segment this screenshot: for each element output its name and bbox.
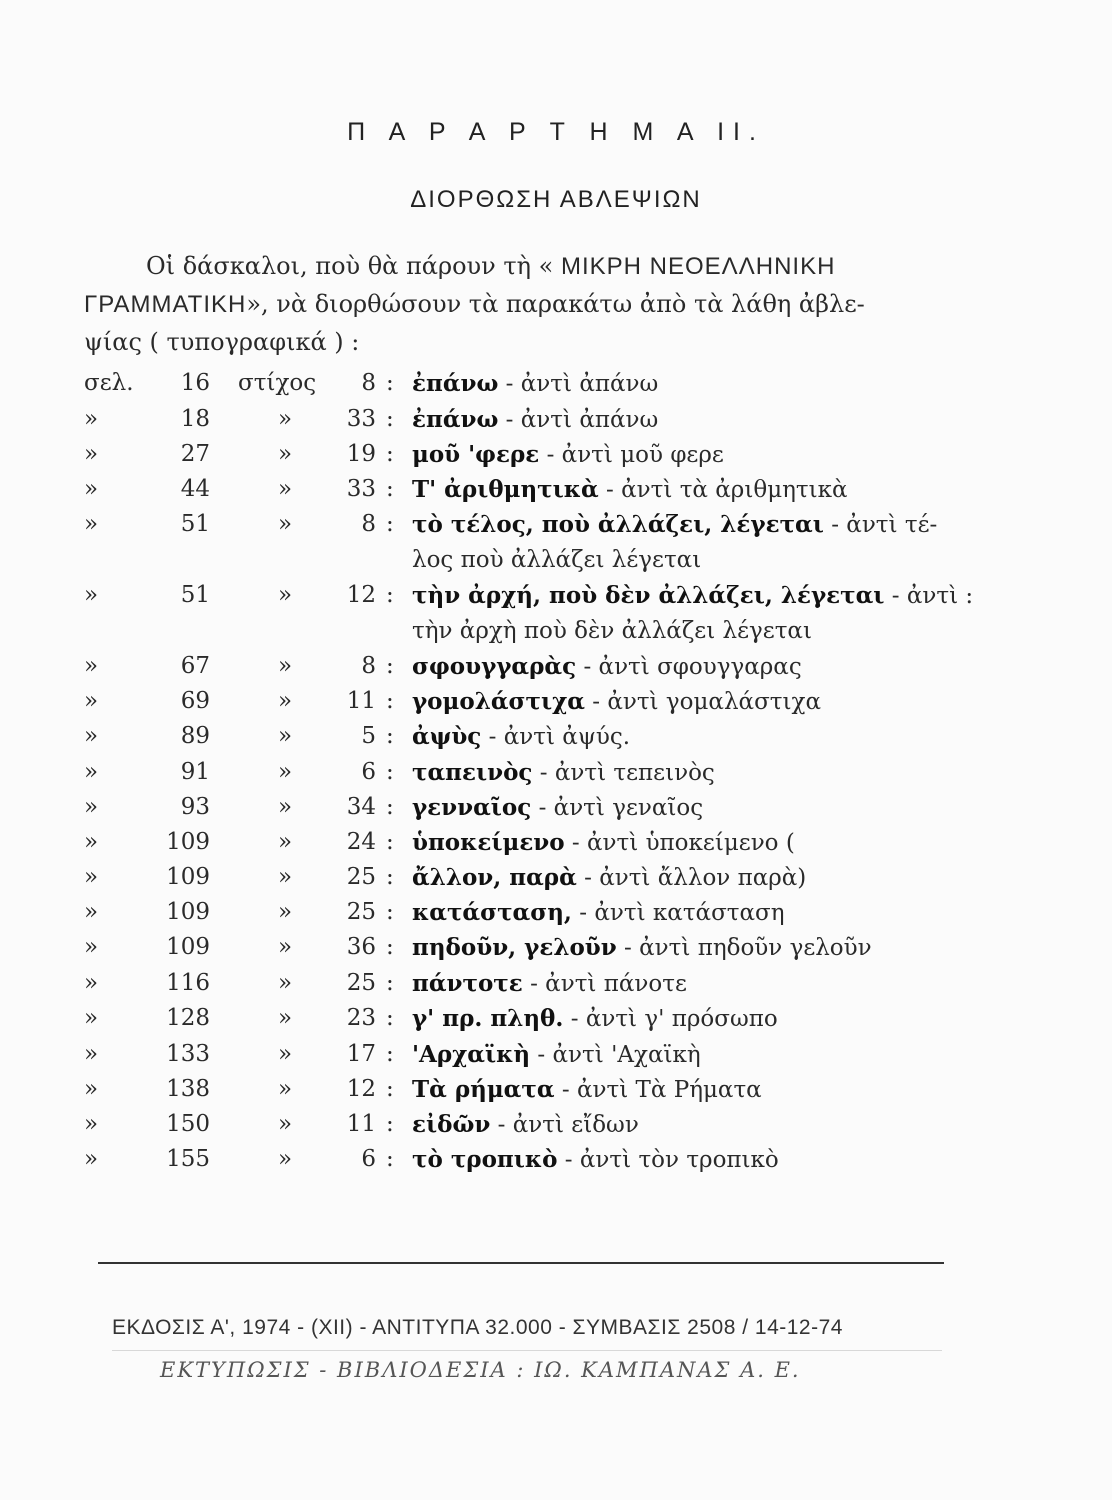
line-number: 19	[346, 441, 376, 467]
line-number: 5	[361, 723, 376, 749]
instead-of: - ἀντὶ	[598, 477, 680, 503]
page-number: 18	[180, 406, 210, 432]
page-number: 93	[180, 794, 210, 820]
ditto-mark: »	[84, 653, 99, 679]
footer-divider	[98, 1262, 944, 1264]
wrong-form: τὸν τροπικὸ	[638, 1147, 779, 1173]
page-number: 16	[180, 370, 210, 396]
ditto-mark: »	[84, 759, 99, 785]
errata-row	[0, 934, 1112, 970]
correction-text	[412, 406, 658, 433]
ditto-mark: »	[278, 406, 293, 432]
correct-form: γενναῖος	[412, 794, 532, 821]
correct-form: μοῦ 'φερε	[412, 441, 540, 468]
correction-text	[412, 511, 937, 538]
intro-line-2b: », νὰ διορθώσουν τὰ παρακάτω ἀπὸ τὰ λάθη ἀβλε-	[246, 290, 865, 318]
correct-form: ὑποκείμενο	[412, 829, 565, 856]
errata-row	[0, 406, 1112, 442]
ditto-mark: »	[84, 934, 99, 960]
line-number: 25	[346, 864, 376, 890]
ditto-mark: »	[278, 970, 293, 996]
errata-row	[0, 1041, 1112, 1077]
ditto-mark: »	[278, 723, 293, 749]
correct-form: κατάσταση,	[412, 899, 572, 926]
instead-of: - ἀντὶ	[531, 795, 613, 821]
correction-text	[412, 1041, 701, 1068]
ditto-mark: »	[278, 864, 293, 890]
instead-of: - ἀντὶ	[563, 1006, 645, 1032]
correction-text	[412, 899, 785, 926]
instead-of: - ἀντὶ	[571, 900, 653, 926]
ditto-mark: »	[84, 864, 99, 890]
edition-info: ΕΚΔΟΣΙΣ Α', 1974 - (XII) - ΑΝΤΙΤΥΠΑ 32.000 - ΣΥΜΒΑΣΙΣ 2508 / 14-12-74	[112, 1316, 843, 1339]
line-number: 6	[361, 1146, 376, 1172]
colon-separator: :	[386, 653, 394, 679]
errata-row	[0, 899, 1112, 935]
instead-of: - ἀντὶ	[554, 1077, 636, 1103]
ditto-mark: »	[84, 794, 99, 820]
correction-text	[412, 1005, 778, 1032]
correction-continuation: τὴν ἀρχὴ ποὺ δὲν ἀλλάζει λέγεται	[412, 618, 812, 644]
colon-separator: :	[386, 582, 394, 608]
wrong-form: γ' πρόσωπο	[644, 1006, 778, 1032]
ditto-mark: »	[278, 688, 293, 714]
ditto-mark: »	[278, 759, 293, 785]
wrong-form: πάνοτε	[603, 971, 687, 997]
correct-form: γ' πρ. πληθ.	[412, 1005, 564, 1032]
correction-text	[412, 829, 795, 856]
colon-separator: :	[386, 511, 394, 537]
page-number: 51	[180, 582, 210, 608]
wrong-form: γομαλάστιχα	[665, 689, 821, 715]
correction-text	[412, 1146, 779, 1173]
errata-row	[0, 653, 1112, 689]
wrong-form: τὰ ἀριθμητικὰ	[679, 477, 848, 503]
ditto-mark: »	[278, 899, 293, 925]
wrong-form: ἄλλον παρὰ)	[657, 865, 807, 891]
ditto-mark: »	[84, 1005, 99, 1031]
page-number: 116	[166, 970, 210, 996]
errata-row	[0, 1005, 1112, 1041]
instead-of: - ἀντὶ	[576, 654, 658, 680]
instead-of: - ἀντὶ	[576, 865, 658, 891]
intro-line-1a: Οἱ δάσκαλοι, ποὺ θὰ πάρουν τὴ «	[146, 252, 554, 280]
line-number: 8	[361, 653, 376, 679]
ditto-mark: »	[278, 476, 293, 502]
errata-row	[0, 794, 1112, 830]
colon-separator: :	[386, 723, 394, 749]
correction-text	[412, 441, 724, 468]
wrong-form: 'Αχαϊκὴ	[611, 1042, 701, 1068]
intro-line-2	[84, 290, 865, 319]
page-number: 109	[166, 864, 210, 890]
page-number: 155	[166, 1146, 210, 1172]
page-number: 44	[180, 476, 210, 502]
page-label: σελ.	[84, 370, 134, 396]
ditto-mark: »	[278, 1111, 293, 1137]
correction-text	[412, 864, 806, 891]
ditto-mark: »	[278, 1076, 293, 1102]
correct-form: τὸ τροπικὸ	[412, 1146, 558, 1173]
line-number: 6	[361, 759, 376, 785]
wrong-form: γεναῖος	[612, 795, 704, 821]
correction-text	[412, 970, 687, 997]
colon-separator: :	[386, 794, 394, 820]
page-title: Π Α Ρ Α Ρ Τ Η Μ Α ΙΙ.	[347, 118, 765, 146]
instead-of: - ἀντὶ	[498, 407, 580, 433]
colon-separator: :	[386, 370, 394, 396]
correct-form: ταπεινὸς	[412, 759, 533, 786]
instead-of: - ἀντὶ	[564, 830, 646, 856]
correction-continuation: λος ποὺ ἀλλάζει λέγεται	[412, 547, 702, 573]
instead-of: - ἀντὶ	[498, 371, 580, 397]
ditto-mark: »	[278, 829, 293, 855]
ditto-mark: »	[84, 476, 99, 502]
instead-of: - ἀντὶ	[490, 1112, 572, 1138]
errata-row	[0, 723, 1112, 759]
colon-separator: :	[386, 1005, 394, 1031]
ditto-mark: »	[84, 829, 99, 855]
correction-text	[412, 723, 630, 750]
page-number: 91	[180, 759, 210, 785]
colon-separator: :	[386, 899, 394, 925]
errata-row	[0, 829, 1112, 865]
colon-separator: :	[386, 970, 394, 996]
correct-form: γομολάστιχα	[412, 688, 585, 715]
correction-text	[412, 1076, 762, 1103]
line-number: 34	[346, 794, 376, 820]
correct-form: ἀψὺς	[412, 723, 482, 750]
ditto-mark: »	[278, 1146, 293, 1172]
wrong-form: ὑποκείμενο (	[645, 830, 795, 856]
page-subtitle: ΔΙΟΡΘΩΣΗ ΑΒΛΕΨΙΩΝ	[410, 186, 702, 213]
instead-of: - ἀντὶ	[530, 1042, 612, 1068]
errata-row	[0, 688, 1112, 724]
page-number: 150	[166, 1111, 210, 1137]
instead-of: - ἀντὶ	[616, 935, 698, 961]
instead-of: - ἀντὶ	[884, 583, 966, 609]
line-number: 33	[346, 476, 376, 502]
page-number: 109	[166, 934, 210, 960]
line-number: 12	[346, 1076, 376, 1102]
line-number: 24	[346, 829, 376, 855]
page-number: 138	[166, 1076, 210, 1102]
errata-row	[0, 370, 1112, 406]
ditto-mark: »	[278, 653, 293, 679]
page-number: 51	[180, 511, 210, 537]
colon-separator: :	[386, 864, 394, 890]
colon-separator: :	[386, 476, 394, 502]
wrong-form: ἀπάνω	[579, 407, 659, 433]
correction-text	[412, 582, 973, 609]
errata-row	[0, 759, 1112, 795]
correct-form: πηδοῦν, γελοῦν	[412, 934, 617, 961]
line-number: 25	[346, 970, 376, 996]
errata-row	[0, 970, 1112, 1006]
line-number: 8	[361, 370, 376, 396]
line-number: 12	[346, 582, 376, 608]
line-number: 8	[361, 511, 376, 537]
ditto-mark: »	[84, 723, 99, 749]
instead-of: - ἀντὶ	[532, 760, 614, 786]
instead-of: - ἀντὶ	[522, 971, 604, 997]
page-number: 109	[166, 899, 210, 925]
page-number: 27	[180, 441, 210, 467]
page-number: 109	[166, 829, 210, 855]
wrong-form: ἀπάνω	[579, 371, 659, 397]
wrong-form: ἀψύς.	[562, 724, 631, 750]
ditto-mark: »	[84, 1041, 99, 1067]
errata-row	[0, 582, 1112, 644]
page-number: 133	[166, 1041, 210, 1067]
ditto-mark: »	[278, 934, 293, 960]
instead-of: - ἀντὶ	[823, 512, 905, 538]
correction-text	[412, 688, 821, 715]
page-number: 89	[180, 723, 210, 749]
ditto-mark: »	[84, 406, 99, 432]
ditto-mark: »	[84, 970, 99, 996]
colon-separator: :	[386, 1076, 394, 1102]
correct-form: πάντοτε	[412, 970, 523, 997]
ditto-mark: »	[84, 688, 99, 714]
line-number: 36	[346, 934, 376, 960]
errata-row	[0, 1076, 1112, 1112]
correction-text	[412, 934, 872, 961]
instead-of: - ἀντὶ	[557, 1147, 639, 1173]
ditto-mark: »	[84, 899, 99, 925]
ditto-mark: »	[84, 511, 99, 537]
correct-form: 'Αρχαϊκὴ	[412, 1041, 531, 1068]
ditto-mark: »	[84, 1111, 99, 1137]
errata-row	[0, 1111, 1112, 1147]
colon-separator: :	[386, 441, 394, 467]
wrong-form: τέ-	[904, 512, 938, 538]
correction-text	[412, 653, 802, 680]
wrong-form: :	[965, 583, 974, 609]
errata-row	[0, 1146, 1112, 1182]
errata-row	[0, 864, 1112, 900]
correct-form: τὴν ἀρχή, ποὺ δὲν ἀλλάζει, λέγεται	[412, 582, 885, 609]
ditto-mark: »	[278, 511, 293, 537]
errata-row	[0, 441, 1112, 477]
correction-text	[412, 1111, 639, 1138]
colon-separator: :	[386, 829, 394, 855]
correct-form: σφουγγαρὰς	[412, 653, 577, 680]
correct-form: εἰδῶν	[412, 1111, 491, 1138]
page-number: 67	[180, 653, 210, 679]
ditto-mark: »	[278, 582, 293, 608]
ditto-mark: »	[84, 441, 99, 467]
correct-form: ἄλλον, παρὰ	[412, 864, 577, 891]
line-number: 11	[346, 688, 376, 714]
ditto-mark: »	[278, 1005, 293, 1031]
line-label: στίχος	[238, 370, 317, 396]
page-number: 69	[180, 688, 210, 714]
wrong-form: πηδοῦν γελοῦν	[697, 935, 872, 961]
correct-form: ἐπάνω	[412, 370, 499, 397]
colon-separator: :	[386, 688, 394, 714]
colon-separator: :	[386, 406, 394, 432]
correct-form: Τ' ἀριθμητικὰ	[412, 476, 599, 503]
errata-row	[0, 511, 1112, 573]
correction-text	[412, 759, 715, 786]
line-number: 17	[346, 1041, 376, 1067]
wrong-form: εἴδων	[571, 1112, 639, 1138]
wrong-form: κατάσταση	[652, 900, 785, 926]
book-title-part-2: ΓΡΑΜΜΑΤΙΚΗ	[84, 291, 247, 318]
book-title-part-1: ΜΙΚΡΗ ΝΕΟΕΛΛΗΝΙΚΗ	[560, 253, 836, 280]
correction-text	[412, 370, 658, 397]
line-number: 11	[346, 1111, 376, 1137]
correct-form: τὸ τέλος, ποὺ ἀλλάζει, λέγεται	[412, 511, 824, 538]
errata-row	[0, 476, 1112, 512]
correct-form: ἐπάνω	[412, 406, 499, 433]
ditto-mark: »	[84, 582, 99, 608]
line-number: 25	[346, 899, 376, 925]
ditto-mark: »	[84, 1076, 99, 1102]
correction-text	[412, 794, 703, 821]
printer-info: ΕΚΤΥΠΩΣΙΣ - ΒΙΒΛΙΟΔΕΣΙΑ : ΙΩ. ΚΑΜΠΑΝΑΣ Α. Ε.	[160, 1358, 801, 1382]
line-number: 23	[346, 1005, 376, 1031]
ditto-mark: »	[278, 1041, 293, 1067]
correction-text	[412, 476, 848, 503]
correct-form: Τὰ ρήματα	[412, 1076, 555, 1103]
footer-subdivider	[112, 1350, 942, 1351]
colon-separator: :	[386, 1111, 394, 1137]
wrong-form: σφουγγαρας	[657, 654, 802, 680]
wrong-form: Τὰ Ρήματα	[635, 1077, 762, 1103]
instead-of: - ἀντὶ	[539, 442, 621, 468]
intro-line-3: ψίας ( τυπογραφικά ) :	[84, 328, 360, 356]
wrong-form: τεπεινὸς	[613, 760, 715, 786]
colon-separator: :	[386, 1041, 394, 1067]
colon-separator: :	[386, 934, 394, 960]
colon-separator: :	[386, 759, 394, 785]
ditto-mark: »	[278, 441, 293, 467]
instead-of: - ἀντὶ	[584, 689, 666, 715]
instead-of: - ἀντὶ	[481, 724, 563, 750]
wrong-form: μοῦ φερε	[620, 442, 724, 468]
line-number: 33	[346, 406, 376, 432]
intro-line-1	[146, 252, 835, 281]
page-number: 128	[166, 1005, 210, 1031]
colon-separator: :	[386, 1146, 394, 1172]
ditto-mark: »	[84, 1146, 99, 1172]
ditto-mark: »	[278, 794, 293, 820]
